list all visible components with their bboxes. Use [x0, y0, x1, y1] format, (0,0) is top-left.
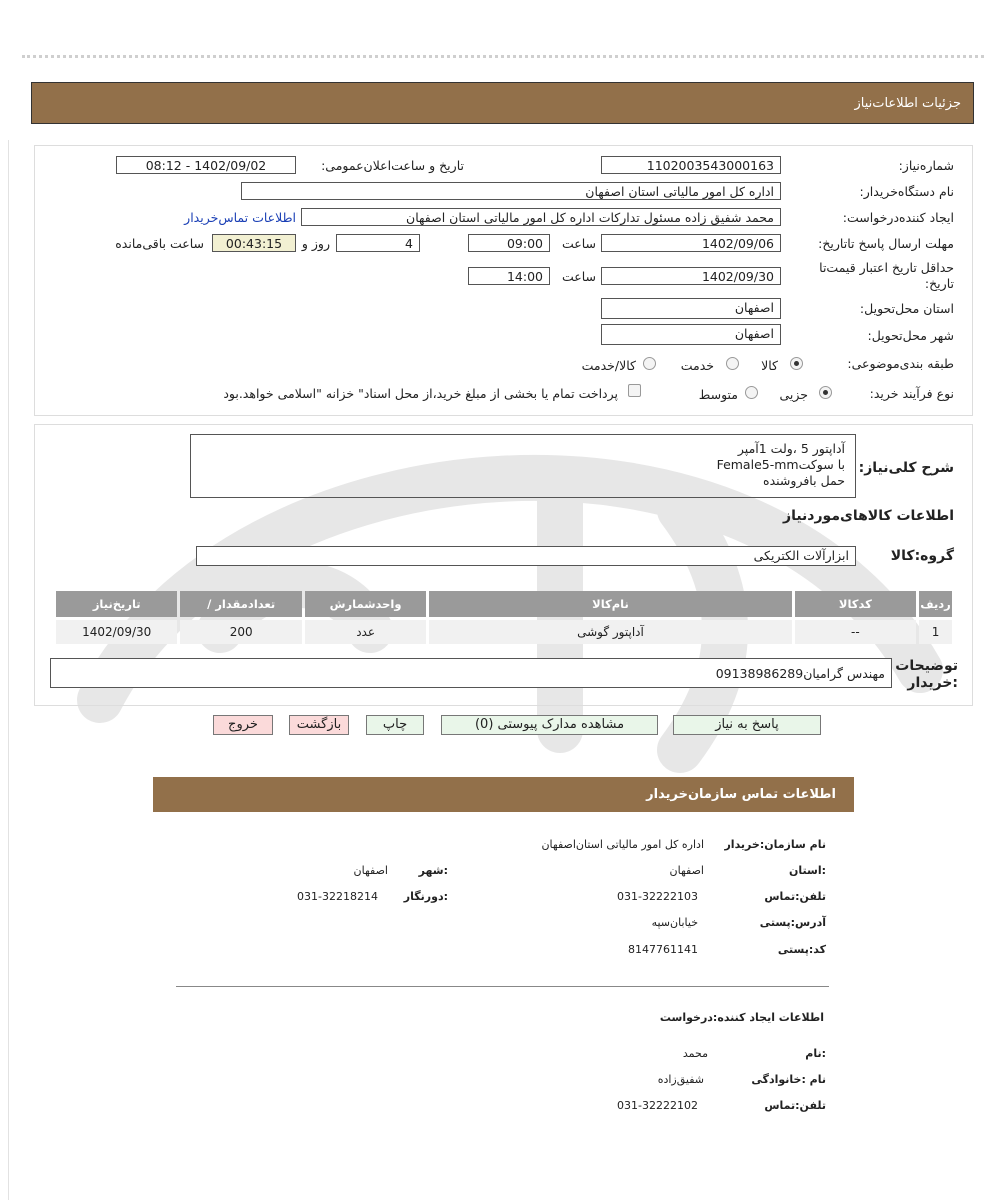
creator-family-label: نام :خانوادگی [751, 1073, 826, 1086]
deadline-time-label: ساعت [561, 236, 596, 251]
contact-address-value: خیابان‌سپه [651, 916, 698, 929]
validity-date-field: 1402/09/30 [601, 267, 781, 285]
col-name: نام‌کالا [429, 591, 791, 617]
deadline-label: مهلت ارسال پاسخ تا‌تاریخ: [818, 236, 954, 251]
buyer-notes-field: مهندس گرامیان09138986289 [50, 658, 892, 688]
description-line-3: حمل بافروشنده [763, 473, 845, 488]
contact-org-value: اداره کل امور مالیاتی استان‌اصفهان [541, 838, 704, 851]
contact-city-value: اصفهان [353, 864, 388, 877]
contact-address-label: آدرس‌:پستی [759, 916, 826, 929]
goods-group-field: ابزارآلات الکتریکی [196, 546, 856, 566]
announce-field: 1402/09/02 - 08:12 [116, 156, 296, 174]
table-row [56, 620, 952, 644]
print-button[interactable]: چاپ [366, 715, 424, 735]
cell-code: -- [795, 620, 916, 644]
contact-postal-value: 8147761141 [628, 943, 698, 956]
description-line-1: آداپتور 5 ،ولت 1آمپر [737, 441, 845, 456]
category-option-goods: کالا [761, 358, 778, 373]
payment-note: پرداخت تمام یا بخشی از مبلغ خرید،از محل اسناد" خزانه "اسلامی خواهد.بود [223, 386, 618, 401]
attachments-button[interactable]: مشاهده مدارک پیوستی (0) [441, 715, 658, 735]
creator-phone-label: تلفن‌:تماس [764, 1099, 826, 1112]
province-field: اصفهان [601, 298, 781, 319]
cell-unit: عدد [305, 620, 426, 644]
contact-fax-label: :دورنگار [403, 890, 448, 903]
category-radio-service[interactable] [726, 357, 739, 370]
contact-phone-label: تلفن‌:تماس [764, 890, 826, 903]
city-field: اصفهان [601, 324, 781, 345]
days-label: روز و [301, 236, 330, 251]
deadline-date-field: 1402/09/06 [601, 234, 781, 252]
validity-label: حداقل تاریخ اعتبار قیمت‌تا تاریخ: [819, 260, 954, 291]
creator-name-value: محمد [682, 1047, 708, 1060]
city-label: شهر محل‌تحویل: [867, 328, 954, 343]
contact-org-label: نام سازمان‌:خریدار [724, 838, 826, 851]
buyer-field: اداره کل امور مالیاتی استان اصفهان [241, 182, 781, 200]
reply-button[interactable]: پاسخ به نیاز [673, 715, 821, 735]
creator-family-value: شفیق‌زاده [657, 1073, 704, 1086]
process-option-medium: متوسط [698, 387, 738, 402]
col-row: ردیف [919, 591, 952, 617]
contact-divider [176, 986, 829, 987]
validity-time-field: 14:00 [468, 267, 550, 285]
cell-row: 1 [919, 620, 952, 644]
remaining-label: ساعت باقی‌مانده [115, 236, 204, 251]
need-number-label: شماره‌نیاز: [898, 158, 954, 173]
goods-group-label: گروه‌:کالا [890, 548, 954, 564]
cell-qty: 200 [180, 620, 301, 644]
creator-phone-value: 031-32222102 [617, 1099, 698, 1112]
description-line-2: با سوکتFemale5-mm [716, 457, 845, 472]
process-label: نوع فرآیند خرید: [869, 386, 954, 401]
contact-phone-value: 031-32222103 [617, 890, 698, 903]
process-radio-medium[interactable] [745, 386, 758, 399]
creator-label: ایجاد کننده‌درخواست: [842, 210, 954, 225]
col-qty: تعدادمقدار / [180, 591, 301, 617]
creator-field: محمد شفیق زاده مسئول تدارکات اداره کل امور مالیاتی استان اصفهان [301, 208, 781, 226]
goods-section-title: اطلاعات کالاهای‌موردنیاز [783, 508, 954, 524]
deadline-time-field: 09:00 [468, 234, 550, 252]
process-radio-minor[interactable] [819, 386, 832, 399]
header-title: جزئیات اطلاعات‌نیاز [854, 96, 961, 111]
goods-table [53, 588, 955, 647]
province-label: استان محل‌تحویل: [859, 301, 954, 316]
col-unit: واحدشمارش [305, 591, 426, 617]
cell-name: آداپتور گوشی [429, 620, 791, 644]
category-option-both: کالا/خدمت [581, 358, 636, 373]
category-option-service: خدمت [680, 358, 714, 373]
remaining-time-field: 00:43:15 [212, 234, 296, 252]
contact-postal-label: کد‌:پستی [777, 943, 826, 956]
buyer-label: نام دستگاه‌خریدار: [859, 184, 954, 199]
validity-time-label: ساعت [561, 269, 596, 284]
contact-city-label: :شهر [418, 864, 448, 877]
left-margin-line [8, 140, 9, 1200]
category-radio-goods[interactable] [790, 357, 803, 370]
contact-fax-value: 031-32218214 [297, 890, 378, 903]
contact-province-value: اصفهان [669, 864, 704, 877]
creator-section-title: اطلاعات ایجاد کننده‌:درخواست [659, 1011, 824, 1024]
goods-table-header [56, 591, 952, 617]
buyer-notes-label: توضیحات :خریدار [895, 658, 958, 691]
cell-date: 1402/09/30 [56, 620, 177, 644]
category-radio-both[interactable] [643, 357, 656, 370]
exit-button[interactable]: خروج [213, 715, 273, 735]
col-date: تاریخ‌نیاز [56, 591, 177, 617]
col-code: کدکالا [795, 591, 916, 617]
description-label: شرح کلی‌نیاز: [858, 460, 954, 476]
contact-title: اطلاعات تماس سازمان‌خریدار [646, 787, 836, 802]
days-field: 4 [336, 234, 420, 252]
description-box [190, 434, 856, 498]
process-option-minor: جزیی [779, 387, 808, 402]
category-label: طبقه بندی‌موضوعی: [847, 356, 954, 371]
creator-name-label: :نام [805, 1047, 826, 1060]
need-number-field: 1102003543000163 [601, 156, 781, 174]
back-button[interactable]: بازگشت [289, 715, 349, 735]
buyer-contact-link[interactable]: اطلاعات تماس‌خریدار [184, 210, 296, 225]
contact-province-label: :استان [789, 864, 826, 877]
payment-checkbox[interactable] [628, 384, 641, 397]
header-bar [31, 82, 974, 124]
top-divider [22, 55, 984, 58]
contact-header-bar [153, 777, 854, 812]
announce-label: تاریخ و ساعت‌اعلان‌عمومی: [321, 158, 464, 173]
